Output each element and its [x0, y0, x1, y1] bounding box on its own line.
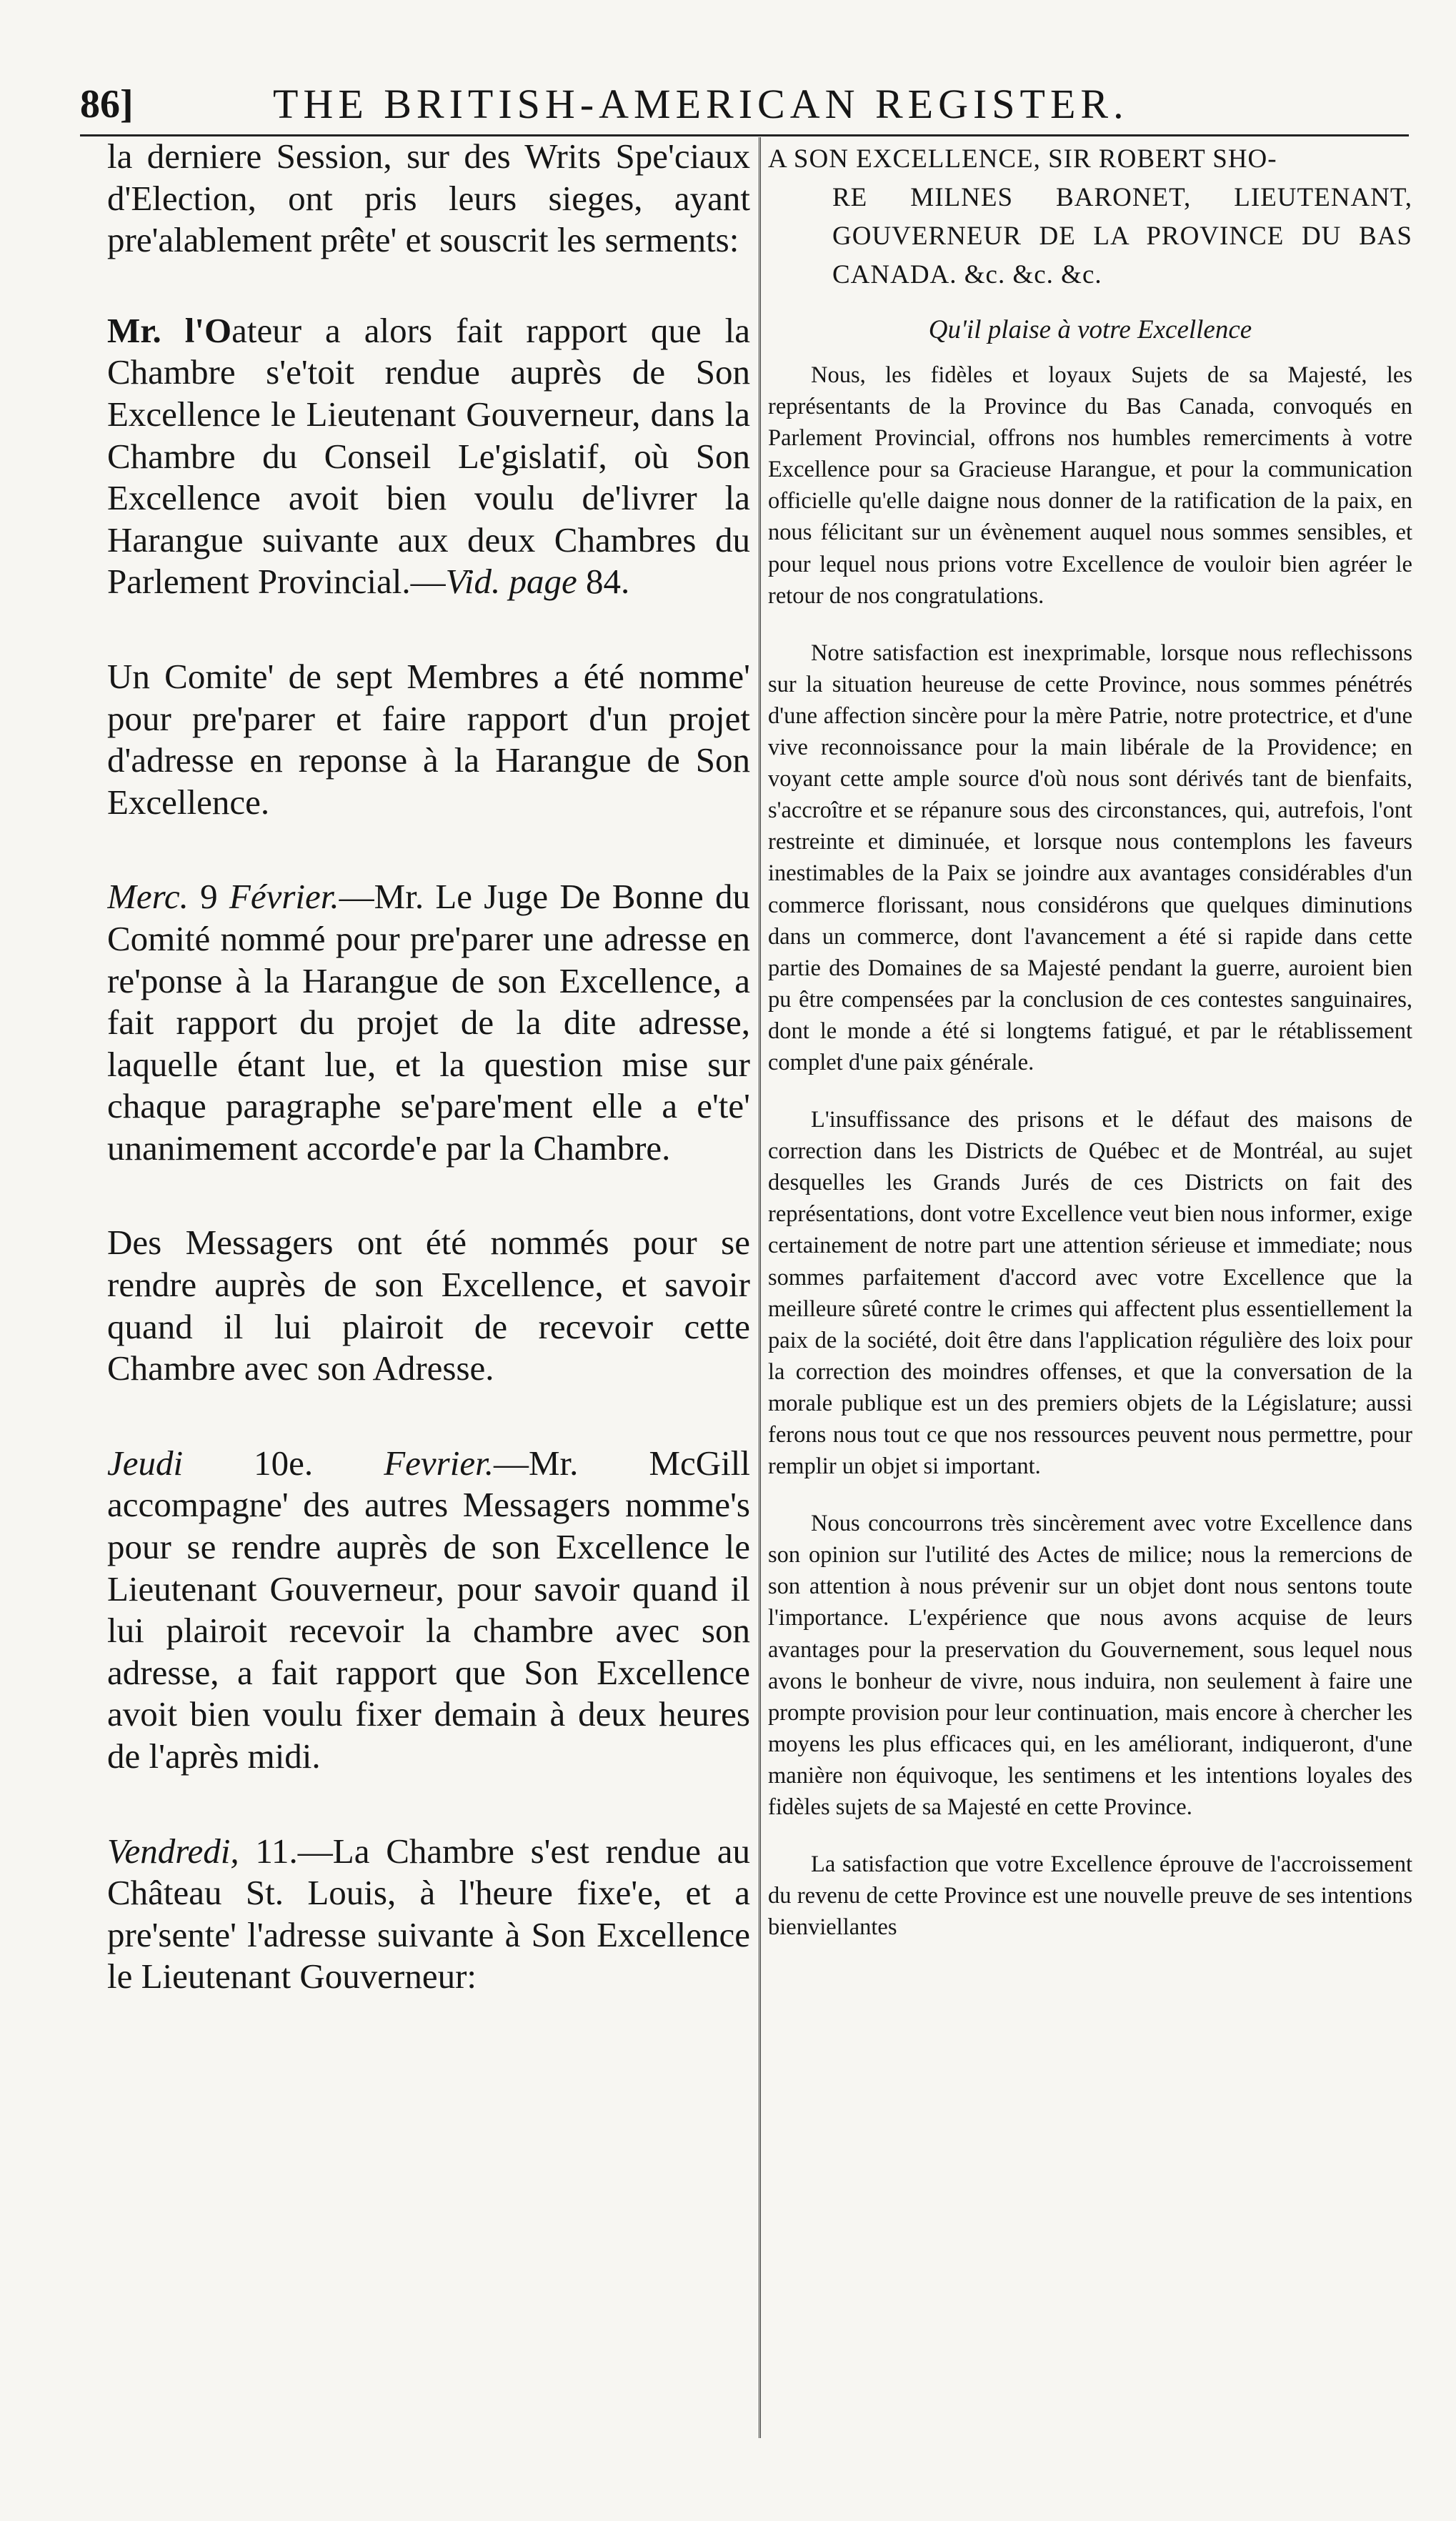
- address-paragraph-revenue: La satisfaction que votre Excellence éprouve de l'accroissement du revenu de cette Province est une nouvelle preuve de ses intentions bienviellantes: [768, 1851, 1412, 1941]
- address-heading: [768, 140, 1412, 294]
- address-paragraph-milice: Nous concourrons très sincèrement avec votre Excellence dans son opinion sur l'utilité des Actes de milice; nous la remercions de son attention à nous prévenir sur un objet dont nous sentons toute l'importance. L'expérience que nous avons acquise de leurs avantages pour la preservation du Gouvernement, sous lequel nous avons le bonheur de vivre, nous induira, non seulement à faire une prompte provision pour leur continuation, mais encore à chercher les moyens les plus efficaces qui, en les améliorant, indiqueront, d'une manière non équivoque, les sentimens et les intentions loyales des fidèles sujets de sa Majesté en cette Province.: [768, 1511, 1412, 1821]
- date-month: Février.: [229, 877, 339, 917]
- date-day: 10e.: [254, 1443, 314, 1483]
- paragraph-jeudi: [107, 1443, 750, 1778]
- orateur-body: ateur a alors fait rapport que la Chambre s'e'toit rendue auprès de Son Excellence le Lieutenant Gouverneur, dans la Chambre du Conseil Le'gislatif, où Son Excellence avoit bien voulu de'livrer la Harangue suivante aux deux Chambres du Parlement Provincial.—: [107, 310, 750, 602]
- jeudi-body: —Mr. McGill accompagne' des autres Messagers nomme's pour se rendre auprès de son Excellence le Lieutenant Gouverneur, pour savoir quand il lui plairoit recevoir la chambre avec son adresse, a fait rapport que Son Excellence avoit bien voulu fixer demain à deux heures de l'après midi.: [107, 1443, 750, 1776]
- mercredi-body: —Mr. Le Juge De Bonne du Comité nommé pour pre'parer une adresse en re'ponse à la Harangue de son Excellence, a fait rapport du projet de la dite adresse, laquelle étant lue, et la question mise sur chaque paragraphe se'pare'ment elle a e'te' unanimement accorde'e par la Chambre.: [107, 877, 750, 1168]
- vid-reference: Vid. page: [445, 562, 577, 602]
- page-number: 86]: [80, 82, 134, 126]
- address-paragraph-thanks: Nous, les fidèles et loyaux Sujets de sa Majesté, les représentants de la Province du Bas Canada, convoqués en Parlement Provincial, offrons nos humbles remerciments à votre Excellence pour sa Gracieuse Harangue, et pour la communication officielle qu'elle daigne nous donner de la ratification de la paix, en nous félicitant sur un évènement auquel nous sommes sensibles, et pour lequel nous prions votre Excellence de vouloir bien agréer le retour de nos congratulations.: [768, 362, 1412, 609]
- address-heading-line1: A SON EXCELLENCE, SIR ROBERT SHO-: [768, 144, 1277, 174]
- vendredi-body: 11.—La Chambre s'est rendue au Château St. Louis, à l'heure fixe'e, et a pre'sente' l'adresse suivante à Son Excellence le Lieutenant Gouverneur:: [107, 1831, 750, 1997]
- address-paragraph-prisons: L'insuffissance des prisons et le défaut des maisons de correction dans les Districts de Québec et de Montréal, au sujet desquelles les Grands Jurés de ces Districts on fait des représentations, dont votre Excellence veut bien nous informer, exige certainement de notre part une attention sérieuse et immediate; nous sommes parfaitement d'accord avec votre Excellence que la meilleure sûreté contre le crimes qui affectent plus essentiellement la paix de la société, doit être dans l'application régulière des loix pour la correction des moindres offenses, et que la conversation de la morale publique est un des premiers objets de la Législature; aussi ferons nous tout ce que nos ressources peuvent nous permettre, pour remplir un objet si important.: [768, 1107, 1412, 1480]
- orateur-lead: Mr. l'O: [107, 310, 232, 350]
- address-heading-rest: RE MILNES BARONET, LIEUTENANT, GOUVERNEUR DE LA PROVINCE DU BAS CANADA. &c. &c. &c.: [832, 183, 1412, 289]
- paragraph-orateur-report: [107, 310, 750, 603]
- address-paragraph-satisfaction: Notre satisfaction est inexprimable, lorsque nous reflechissons sur la situation heureuse de cette Province, nous sommes pénétrés d'une affection sincère pour la mère Patrie, notre protectrice, et d'une vive reconnoissance pour la main libérale de la Providence; en voyant cette ample source d'où nous sont dérivés tant de bienfaits, s'accroître et se répanure sous des circonstances, qui, autrefois, l'ont restreinte et diminuée, et lorsque nous contemplons les faveurs inestimables de la Paix se joindre aux avantages considérables d'un commerce florissant, nous considérons que quelques diminutions dans un commerce, dont l'avancement a été si rapide dans cette partie des Domaines de sa Majesté pendant la guerre, auroient bien pu être compensées par la conclusion de ces contestes sanguinaires, dont le monde a été si longtems fatigué, et par le rétablissement complet d'une paix générale.: [768, 640, 1412, 1075]
- paragraph-mercredi: [107, 876, 750, 1169]
- paragraph-messagers: Des Messagers ont été nommés pour se rendre auprès de son Excellence, et savoir quand il lui plairoit de recevoir cette Chambre avec son Adresse.: [107, 1223, 750, 1388]
- date-day: 9: [200, 877, 218, 917]
- date-weekday: Vendredi,: [107, 1831, 239, 1871]
- right-column: [768, 136, 1412, 2458]
- paragraph-session-oath: la derniere Session, sur des Writs Spe'ciaux d'Election, ont pris leurs sieges, ayant pre'alablement prête' et souscrit les serments:: [107, 136, 750, 260]
- date-month: Fevrier.: [384, 1443, 494, 1483]
- running-title: THE BRITISH-AMERICAN REGISTER.: [273, 81, 1129, 127]
- left-column: [107, 136, 750, 2444]
- date-weekday: Jeudi: [107, 1443, 184, 1483]
- running-header: [80, 77, 1409, 136]
- date-weekday: Merc.: [107, 877, 189, 917]
- column-divider: [759, 137, 761, 2438]
- vid-page-number: 84.: [586, 562, 630, 602]
- paragraph-committee: Un Comite' de sept Membres a été nomme' pour pre'parer et faire rapport d'un projet d'adresse en reponse à la Harangue de Son Excellence.: [107, 656, 750, 822]
- paragraph-vendredi: [107, 1831, 750, 1998]
- salutation: Qu'il plaise à votre Excellence: [928, 315, 1252, 344]
